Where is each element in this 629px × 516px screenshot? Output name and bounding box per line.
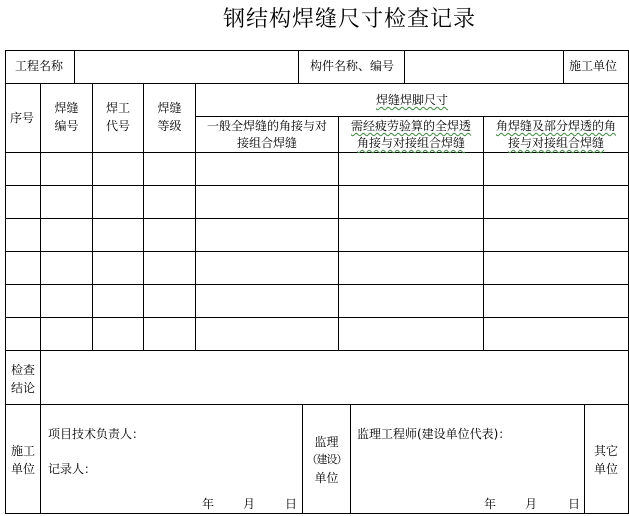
header-divider [298,50,299,83]
column-divider [483,116,484,350]
col-leg-size [196,92,628,108]
table-border-bottom [5,513,629,514]
footer-divider [584,404,585,513]
row-divider [5,152,629,153]
conclusion-field[interactable] [41,351,627,403]
row-divider [5,251,629,252]
supervision-3: 单位 [314,471,339,485]
tech-lead-label: 项目技术负责人： [48,427,145,441]
col-weld-no-1: 焊缝 [54,101,79,115]
conclusion-divider [5,404,629,405]
col-grade-2: 等级 [157,119,182,133]
construction-unit-1: 施工 [11,444,36,458]
col-sub1-2: 接组合焊缝 [236,136,297,150]
col-leg-size-text: 焊缝焊脚尺寸 [375,93,448,107]
construction-unit-2: 单位 [11,462,36,476]
date-year-1: 年 [202,497,215,511]
date-year-2: 年 [484,497,497,511]
header-row-divider [5,83,629,84]
col-welder-1: 焊工 [105,101,130,115]
date-month-1: 月 [243,497,256,511]
other-unit-1: 其它 [594,444,619,458]
row-divider [5,218,629,219]
row-divider [5,284,629,285]
page-title: 钢结构焊缝尺寸检查记录 [222,7,476,32]
construction-unit-label: 施工单位 [569,59,618,73]
recorder-label: 记录人： [48,462,97,476]
col-sub2-1 [339,118,483,134]
engineer-label: 监理工程师(建设单位代表)： [357,427,511,441]
col-weld-no-2: 编号 [54,119,79,133]
col-sub3-1 [484,118,628,134]
col-sub2-2-text: 角接与对接组合焊缝 [356,136,465,150]
col-sub3-2-text: 接与对接组合焊缝 [507,136,604,150]
col-welder-2: 代号 [105,119,130,133]
project-name-field[interactable] [75,51,297,82]
header-divider [563,50,564,83]
col-sub3-1-text: 角焊缝及部分焊透的角 [495,119,616,133]
component-label: 构件名称、编号 [310,59,395,73]
supervision-1: 监理 [314,435,339,449]
project-name-label: 工程名称 [15,59,64,73]
footer-divider [40,404,41,513]
leg-size-divider [195,116,629,117]
col-sub2-2 [339,135,483,151]
footer-divider [350,404,351,513]
column-divider [338,116,339,350]
col-grade-1: 焊缝 [157,101,182,115]
row-divider [5,317,629,318]
other-unit-2: 单位 [594,462,619,476]
conclusion-label-1: 检查 [11,363,36,377]
component-field[interactable] [405,51,562,82]
col-seq: 序号 [10,111,35,125]
table-border-left [5,50,6,514]
date-day-1: 日 [285,497,298,511]
col-sub1-1: 一般全焊缝的角接与对 [206,119,327,133]
date-month-2: 月 [525,497,538,511]
date-day-2: 日 [568,497,581,511]
row-divider [5,185,629,186]
col-sub2-1-text: 需经疲劳验算的全焊透 [350,119,471,133]
conclusion-label-2: 结论 [11,381,36,395]
supervision-2: （建设） [306,453,347,466]
col-sub3-2 [484,135,628,151]
